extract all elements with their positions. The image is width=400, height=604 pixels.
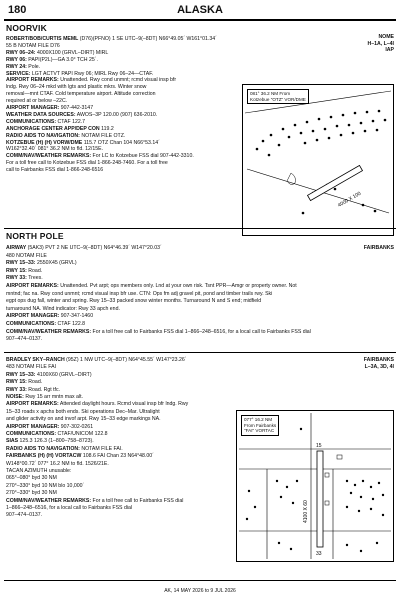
entry-line	[6, 401, 188, 408]
entry-line-label: NOISE:	[6, 394, 24, 400]
entry-line-text: CTAF 122.8	[56, 321, 86, 327]
footer-rule	[4, 580, 396, 581]
entry-line	[6, 498, 183, 505]
entry-line-label: AIRPORT REMARKS:	[6, 77, 59, 84]
entry-line-label: RWY 06–24:	[6, 49, 36, 56]
entry-line	[6, 475, 57, 482]
chart-ref: IAP	[385, 47, 394, 53]
entry-line-label: RWY 33:	[6, 386, 27, 393]
entry-line	[6, 416, 161, 423]
chart-ref: FAIRBANKS	[363, 357, 394, 363]
entry-line-text: AWOS–3P 120.00 (907) 636-2010.	[75, 111, 158, 118]
entry-line-text: 270°–330° byd 10 NM blo 10,000´	[6, 482, 85, 489]
runway-dimension-label: 4000 X 100	[337, 190, 363, 209]
entry-line-text: 483 NOTAM FILE FAI	[6, 364, 57, 371]
runway-dimension-label: 4100 X 60	[303, 500, 309, 523]
entry-line-text: Unattended. Pvt arpt; ops members only. Lnd at your own risk. Tsnt PPR—Amgr or property owner. Not	[58, 283, 297, 289]
entry-line-label: AIRPORT MANAGER:	[6, 423, 60, 430]
entry-line-text: 907-347-1460	[59, 313, 94, 320]
entry-line	[6, 298, 261, 305]
entry-line-label: RWY 33:	[6, 275, 27, 282]
noorvik-right-index	[367, 34, 394, 54]
callout-line: 081° 36.2 NM From	[250, 91, 291, 96]
entry-line-text: For a toll free call to Fairbanks FSS dial	[91, 497, 184, 504]
callout-line: "FAI" VORTAC	[244, 428, 275, 434]
entry-line-text: Road. Rgt tfc.	[26, 386, 61, 393]
entry-line-label: AIRWAY	[6, 245, 27, 251]
runway-end-label: 15	[316, 443, 322, 449]
entry-line-text: and glider activity on and invof arpt. Rwy 15–33 edge markings NA.	[6, 416, 161, 423]
entry-line	[6, 146, 103, 153]
entry-line-text: 119.2	[99, 125, 114, 132]
entry-line-text: turnaround NA. Wind indicator: Rwy 33 apch end.	[6, 305, 120, 312]
entry-line-text: egpt ops dug fall, winter and spring. Rwy 15–33 packed snow winter months. Turnaround N and S end; midfield	[6, 298, 262, 305]
section-rule	[4, 228, 396, 229]
entry-line	[6, 438, 94, 445]
page-state-title: ALASKA	[177, 4, 223, 16]
entry-line-text: Trees.	[26, 275, 43, 282]
entry-line-label: ROBERT/BOB/CURTIS MEML	[6, 36, 79, 42]
entry-line-label: RWY 15–33:	[6, 260, 36, 267]
entry-line-text: 065°–080° byd 30 NM	[6, 475, 57, 482]
entry-line-text: Rwy 15 arr mntn max alt.	[23, 394, 83, 400]
entry-line-text: NOTAM FILE FAI.	[79, 445, 123, 452]
entry-line-text: call to Fairbanks FSS dial 1-866-248-6516	[6, 167, 104, 174]
entry-line-text: 480 NOTAM FILE	[6, 252, 47, 259]
entry-line-label: AIRPORT MANAGER:	[6, 313, 60, 320]
entry-line-text: For a toll free call to Kotzebue FSS dial 1-866-248-7460. For a toll free	[6, 160, 168, 167]
entry-line	[6, 260, 77, 267]
callout-line: 077° 16.2 NM	[244, 417, 273, 422]
entry-line	[6, 167, 103, 174]
city-heading-north-pole: NORTH POLE	[6, 231, 64, 241]
entry-line	[6, 394, 83, 401]
entry-line-text: Unattended. Rwy cond unmnt; rcmd visual insp bfr	[58, 77, 177, 84]
entry-line	[6, 77, 176, 84]
entry-line	[6, 140, 160, 147]
entry-line	[6, 57, 98, 64]
entry-line	[6, 313, 93, 320]
airway-right-index: FAIRBANKS	[363, 245, 394, 251]
entry-line	[6, 91, 156, 98]
entry-line-text: 907-442-3147	[59, 105, 94, 111]
entry-line-label: AIRPORT REMARKS:	[6, 401, 59, 408]
entry-line-label: RWY 15:	[6, 267, 27, 274]
entry-line	[6, 483, 84, 490]
entry-line-label: BRADLEY SKY–RANCH	[6, 357, 65, 363]
entry-line	[6, 387, 60, 394]
chart-ref: NOME	[378, 34, 394, 40]
entry-line-text: 4100X60 (GRVL–DIRT)	[35, 371, 92, 378]
entry-line	[6, 379, 42, 386]
entry-line	[6, 357, 187, 364]
entry-line	[6, 275, 43, 282]
entry-line	[6, 321, 85, 328]
entry-line-label: RWY 24:	[6, 63, 27, 70]
entry-line-label: COMM/NAV/WEATHER REMARKS:	[6, 328, 92, 335]
entry-line-label: SIAS	[6, 438, 19, 445]
entry-line	[6, 424, 93, 431]
entry-line-text: 108.6 FAI Chan 23 N64°48.00´	[81, 453, 154, 460]
chart-ref: L–3A, 3D, 4I	[364, 363, 394, 370]
entry-line-text: NOTAM FILE OTZ.	[79, 132, 126, 139]
entry-line	[6, 64, 40, 71]
entry-line-text: Pole.	[26, 63, 41, 70]
entry-line	[6, 512, 42, 519]
entry-line-text: W162°32.40´ 081° 36.2 NM to fld. 12/15E.	[6, 146, 104, 153]
entry-line-text: 4000X100 (GRVL–DIRT) MIRL	[35, 49, 109, 56]
entry-line-text: 907–474–0137.	[6, 336, 43, 343]
entry-line-label: KOTZEBUE (H) (H) VORW/DME	[6, 139, 83, 146]
entry-line-label: COMMUNICATIONS:	[6, 118, 57, 125]
entry-line	[6, 505, 132, 512]
entry-line-text: 55 B NOTAM FILE D76	[6, 42, 60, 49]
city-heading-noorvik: NOORVIK	[6, 23, 47, 33]
entry-line-text: 2550X45 (GRVL)	[35, 260, 77, 267]
entry-line-label: AIRPORT REMARKS:	[6, 283, 59, 289]
noorvik-sketch-drawing	[243, 85, 393, 235]
entry-line	[6, 490, 57, 497]
entry-line-text: LGT ACTVT PAPI Rwy 06; MIRL Rwy 06–24—CTAF.	[30, 70, 154, 77]
entry-line	[6, 453, 154, 460]
entry-line	[6, 160, 168, 167]
entry-line	[6, 253, 47, 260]
entry-line-text: 270°–330° byd 30 NM	[6, 490, 57, 497]
entry-line-text: For LC to Kotzebue FSS dial 907-442-3310.	[91, 153, 194, 160]
entry-line	[6, 36, 217, 43]
entry-line-label: AIRPORT MANAGER:	[6, 105, 60, 111]
entry-line-label: COMM/NAV/WEATHER REMARKS:	[6, 497, 92, 504]
entry-line	[6, 105, 93, 112]
entry-line	[6, 84, 146, 91]
section-rule	[4, 352, 396, 353]
entry-line-text: (95Z) 1 NW UTC–9(–8DT) N64°45.55´ W147°23.26´	[64, 357, 187, 363]
bradley-airport-sketch	[236, 410, 394, 562]
entry-line	[6, 268, 42, 275]
entry-line-label: SERVICE:	[6, 70, 31, 77]
entry-line-label: WEATHER DATA SOURCES:	[6, 111, 76, 118]
noorvik-airport-sketch	[242, 84, 394, 236]
entry-line-text: mntnd; fac na. Rwy cond unmnt; rcmd visual insp bfr use. CTN: Ops fm adj gravel pit, pond and timber trails rwy. Ski	[6, 290, 273, 297]
entry-line	[6, 461, 109, 468]
entry-line	[6, 119, 85, 126]
entry-line	[6, 283, 297, 290]
entry-line-text: required at or below –22C.	[6, 98, 68, 105]
entry-line-text: 125.3 126.3 (1–800–758–8723).	[18, 438, 94, 445]
entry-line-label: RWY 15–33:	[6, 371, 36, 378]
entry-line	[6, 43, 60, 50]
entry-line	[6, 112, 157, 119]
entry-line-text: CTAF 122.7	[56, 118, 86, 125]
tree-cluster	[256, 110, 387, 215]
entry-line	[6, 71, 153, 78]
entry-line-text: removal—mnt CTAF. Cold temperature airport. Altitude correction	[6, 91, 156, 98]
tree-cluster	[246, 428, 384, 552]
entry-line	[6, 306, 120, 313]
bradley-vortac-callout	[241, 415, 279, 436]
entry-line	[6, 153, 194, 160]
entry-line-label: COMMUNICATIONS:	[6, 321, 57, 327]
entry-line-label: RWY 15:	[6, 379, 27, 386]
entry-line-text: 907-302-0261	[59, 423, 94, 430]
page-number: 180	[8, 4, 27, 16]
entry-line-text: Attended daylight hours. Rcmd visual insp bfr lndg. Rwy	[58, 401, 189, 408]
entry-line-text: 907–474–0137.	[6, 512, 43, 519]
entry-line	[6, 372, 92, 379]
entry-line-text: TACAN AZIMUTH unusable:	[6, 468, 72, 474]
buildings	[325, 455, 342, 505]
entry-line	[6, 446, 123, 453]
entry-line-text: PAPI(P2L)—GA 3.0° TCH 25´.	[26, 56, 98, 63]
entry-line	[6, 126, 114, 133]
effective-dates-footer: AK, 14 MAY 2026 to 9 JUL 2026	[164, 588, 236, 594]
entry-line	[6, 409, 160, 416]
entry-line	[6, 329, 311, 336]
entry-line-label: FAIRBANKS (H) (H) VORTACW	[6, 453, 82, 460]
entry-line-text: Road.	[26, 379, 43, 386]
entry-line-text: (5AK3) PVT 2 NE UTC–9(–8DT) N64°46.39´ W147°20.03´	[26, 245, 162, 251]
entry-line	[6, 364, 56, 371]
callout-line: Kotzebue "OTZ" VOR/DME	[250, 96, 306, 102]
noorvik-vor-callout	[247, 89, 309, 104]
entry-line-text: 115.7 OTZ Chan 104 N66°53.14´	[82, 139, 160, 146]
entry-line	[6, 431, 108, 438]
header-rule	[4, 19, 396, 21]
chart-ref: H–1A, L–4I	[367, 40, 394, 47]
entry-line-text: CTAF/UNICOM 122.8	[56, 431, 108, 437]
entry-line	[6, 291, 272, 298]
entry-line-label: RADIO AIDS TO NAVIGATION:	[6, 132, 80, 139]
entry-line-text: 15–33 roads x apchs both ends. Ski operations Dec–Mar. Ultralight	[6, 408, 160, 415]
entry-line-text: For a toll free call to Fairbanks FSS dial 1–866–248–6516, for a local call to Fairbanks FSS dial	[91, 328, 311, 335]
entry-line	[6, 98, 67, 105]
entry-line-label: RWY 06:	[6, 56, 27, 63]
entry-line	[6, 336, 42, 343]
entry-line-text: lndg. Rwy 06–24 mkd with lgts and plastic mkrs. Winter snow	[6, 84, 147, 91]
runway-15-33	[317, 451, 323, 547]
entry-line-text: Road.	[26, 267, 43, 274]
entry-line-label: ANCHORAGE CENTER APP/DEP CON	[6, 125, 100, 132]
entry-line-label: COMM/NAV/WEATHER REMARKS:	[6, 153, 92, 160]
entry-line	[6, 468, 71, 475]
entry-line	[6, 133, 125, 140]
entry-line-label: COMMUNICATIONS:	[6, 431, 57, 437]
entry-line-text: (D76)(PFNO) 1 SE UTC–9(–8DT) N66°49.05´ W161°01.34´	[78, 36, 217, 42]
entry-line	[6, 50, 108, 57]
bradley-right-index	[364, 357, 394, 370]
entry-line-text: 1–866–248–6516, for a local call to Fairbanks FSS dial	[6, 505, 133, 511]
runway-end-label: 33	[316, 551, 322, 557]
entry-line-text: W148°00.72´ 077° 16.2 NM to fld. 1526/21E.	[6, 460, 109, 467]
callout-line: From Fairbanks	[244, 422, 277, 428]
entry-line	[6, 245, 162, 252]
entry-line-label: RADIO AIDS TO NAVIGATION:	[6, 445, 80, 452]
